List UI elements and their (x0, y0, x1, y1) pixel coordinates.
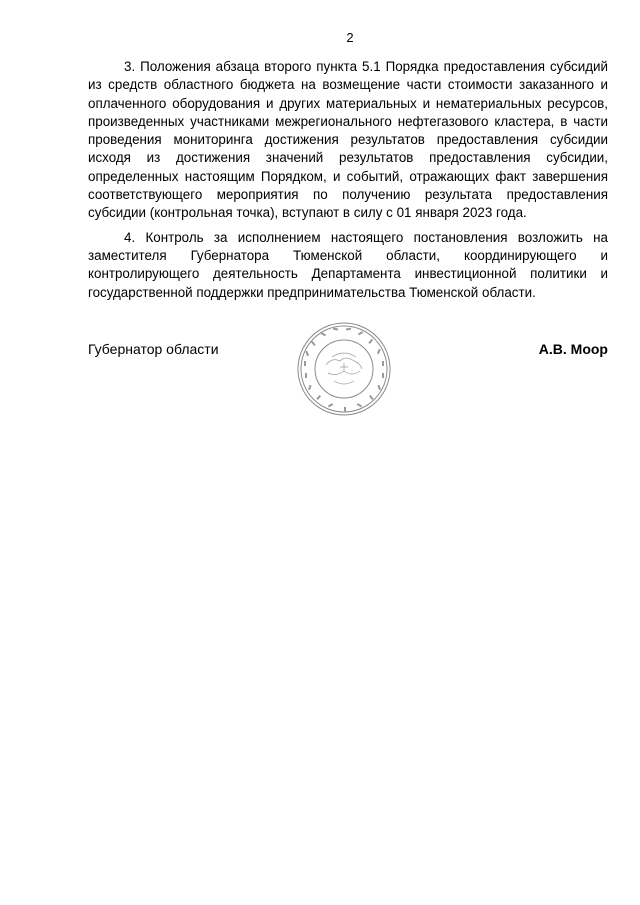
document-body (88, 58, 608, 308)
signatory-name: А.В. Моор (538, 341, 608, 357)
page-number: 2 (346, 30, 354, 45)
signatory-title: Губернатор области (88, 341, 219, 357)
paragraph-3: 3. Положения абзаца второго пункта 5.1 Порядка предоставления субсидий из средств областного бюджета на возмещение части стоимости заказанного и оплаченного оборудования и других материальных и нематериальных ресурсов, произведенных участниками межрегионального нефтегазового кластера, в части проведения мониторинга достижения результатов предоставления субсидии исходя из достижения значений результатов предоставления субсидии, определенных настоящим Порядком, и событий, отражающих факт завершения соответствующего мероприятия по получению результата предоставления субсидии (контрольная точка), вступают в силу с 01 января 2023 года. (88, 59, 608, 221)
official-seal-stamp (296, 321, 392, 417)
paragraph-4: 4. Контроль за исполнением настоящего постановления возложить на заместителя Губернатора Тюменской области, координирующего и контролирующего деятельность Департамента инвестиционной политики и государственной поддержки предпринимательства Тюменской области. (88, 229, 608, 300)
